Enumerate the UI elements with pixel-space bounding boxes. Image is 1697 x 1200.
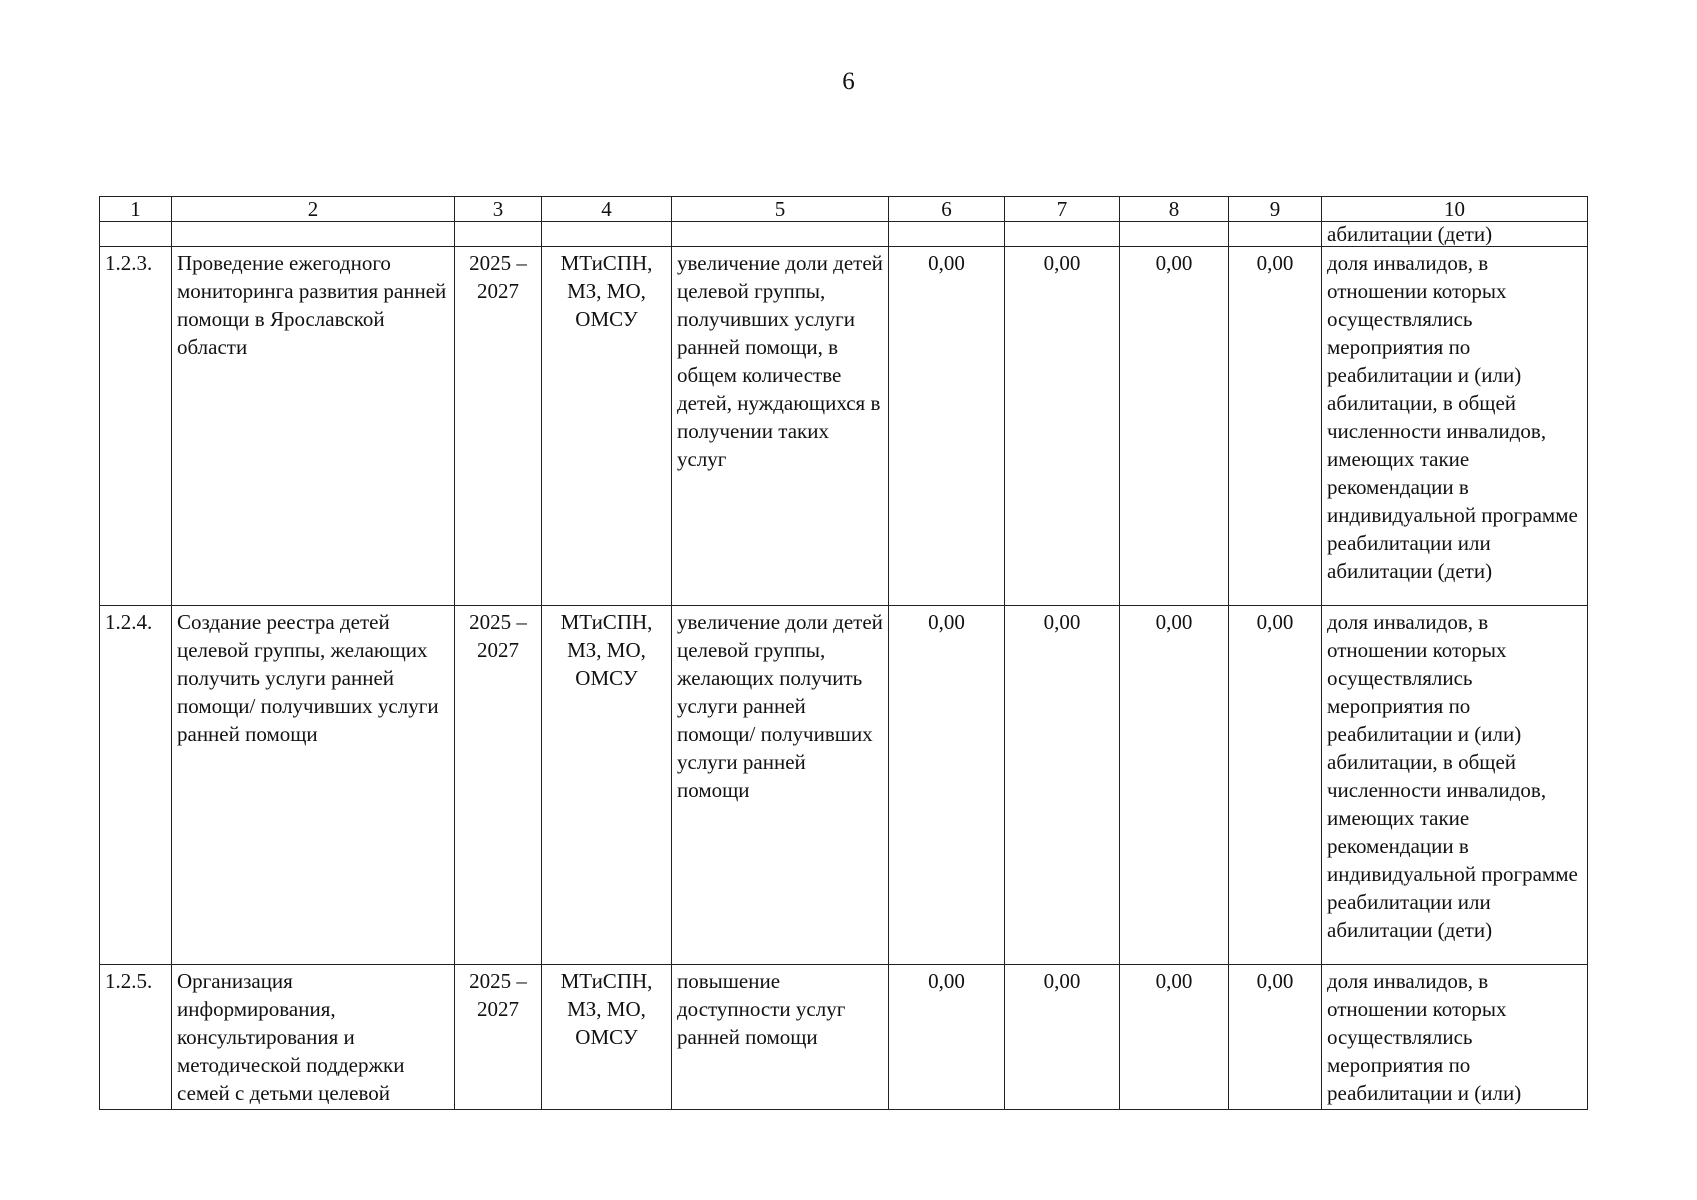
column-header: 1	[100, 197, 172, 222]
value-col-9: 0,00	[1229, 606, 1322, 965]
measure-name: Создание реестра детей целевой группы, желающих получить услуги ранней помощи/ получивших услуги ранней помощи	[172, 606, 455, 965]
page-number: 6	[842, 68, 855, 95]
period: 2025 – 2027	[455, 247, 542, 606]
value-col-7: 0,00	[1005, 247, 1120, 606]
column-header: 8	[1120, 197, 1229, 222]
indicator: доля инвалидов, в отношении которых осуществлялись мероприятия по реабилитации и (или) абилитации, в общей численности инвалидов, имеющих такие рекомендации в индивидуальной программе реабилитации или абилитации (дети)	[1322, 606, 1588, 965]
value-col-7: 0,00	[1005, 965, 1120, 1110]
value-col-7: 0,00	[1005, 606, 1120, 965]
table-row	[100, 247, 1588, 606]
column-header: 4	[542, 197, 672, 222]
column-header: 7	[1005, 197, 1120, 222]
row-number: 1.2.5.	[100, 965, 172, 1110]
value-col-8: 0,00	[1120, 606, 1229, 965]
value-col-8: 0,00	[1120, 247, 1229, 606]
value-col-8: 0,00	[1120, 965, 1229, 1110]
row-number: 1.2.4.	[100, 606, 172, 965]
value-col-6: 0,00	[889, 965, 1005, 1110]
measure-name: Организация информирования, консультирования и методической поддержки семей с детьми целевой	[172, 965, 455, 1110]
executor: МТиСПН, МЗ, МО, ОМСУ	[542, 606, 672, 965]
column-header: 2	[172, 197, 455, 222]
column-header: 3	[455, 197, 542, 222]
table-row	[100, 606, 1588, 965]
expected-result: увеличение доли детей целевой группы, получивших услуги ранней помощи, в общем количестве детей, нуждающихся в получении таких услуг	[672, 247, 889, 606]
period: 2025 – 2027	[455, 965, 542, 1110]
value-col-9: 0,00	[1229, 247, 1322, 606]
column-header: 10	[1322, 197, 1588, 222]
column-header: 9	[1229, 197, 1322, 222]
measure-name: Проведение ежегодного мониторинга развития ранней помощи в Ярославской области	[172, 247, 455, 606]
executor: МТиСПН, МЗ, МО, ОМСУ	[542, 965, 672, 1110]
column-number-row	[100, 197, 1588, 222]
indicator: доля инвалидов, в отношении которых осуществлялись мероприятия по реабилитации и (или) абилитации, в общей численности инвалидов, имеющих такие рекомендации в индивидуальной программе реабилитации или абилитации (дети)	[1322, 247, 1588, 606]
period: 2025 – 2027	[455, 606, 542, 965]
value-col-6: 0,00	[889, 606, 1005, 965]
row-number: 1.2.3.	[100, 247, 172, 606]
value-col-9: 0,00	[1229, 965, 1322, 1110]
expected-result: повышение доступности услуг ранней помощи	[672, 965, 889, 1110]
indicator: доля инвалидов, в отношении которых осуществлялись мероприятия по реабилитации и (или)	[1322, 965, 1588, 1110]
column-header: 5	[672, 197, 889, 222]
table-row	[100, 965, 1588, 1110]
continuation-row	[100, 222, 1588, 247]
column-header: 6	[889, 197, 1005, 222]
executor: МТиСПН, МЗ, МО, ОМСУ	[542, 247, 672, 606]
value-col-6: 0,00	[889, 247, 1005, 606]
measures-table	[99, 196, 1588, 1110]
expected-result: увеличение доли детей целевой группы, желающих получить услуги ранней помощи/ получивших услуги ранней помощи	[672, 606, 889, 965]
continuation-text: абилитации (дети)	[1322, 222, 1588, 247]
